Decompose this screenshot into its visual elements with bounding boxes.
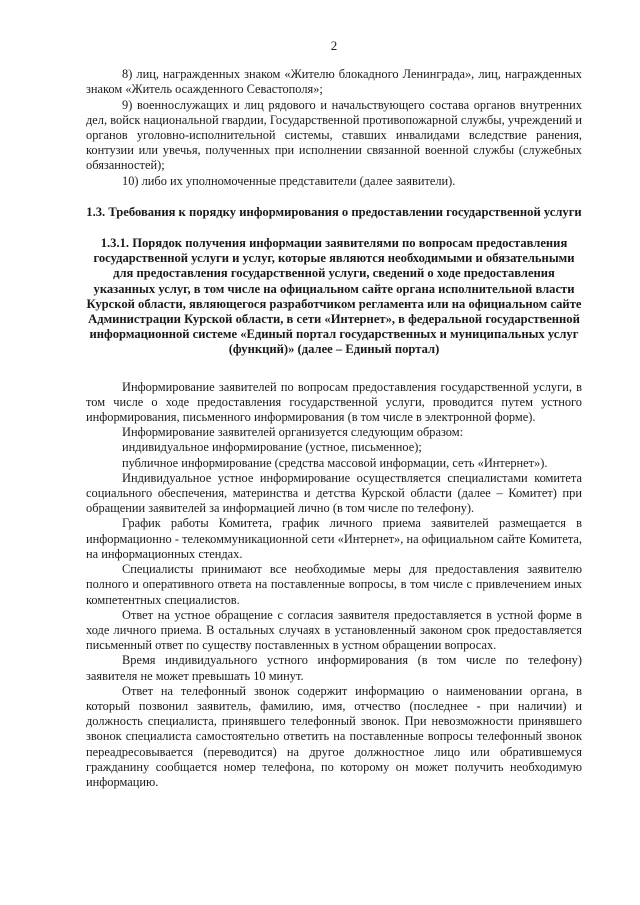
- paragraph: индивидуальное информирование (устное, письменное);: [122, 440, 422, 455]
- section-heading: 1.3. Требования к порядку информирования о предоставлении государственной услуги: [86, 204, 582, 219]
- paragraph: публичное информирование (средства массовой информации, сеть «Интернет»).: [122, 455, 548, 470]
- paragraph: Ответ на устное обращение с согласия заявителя предоставляется в устной форме в ходе личного приема. В остальных случаях в установленный законом срок предоставляется письменный ответ по существу поставленных в устном обращении вопросах.: [86, 607, 582, 653]
- list-item-9: 9) военнослужащих и лиц рядового и начальствующего состава органов внутренних дел, войск национальной гвардии, Государственной противопожарной службы, учреждений и органов уголовно-исполнительной системы, ставших инвалидами вследствие ранения, контузии или увечья, полученных при исполнении связанной военной службы (служебных обязанностей);: [86, 97, 582, 173]
- list-item-8: 8) лиц, награжденных знаком «Жителю блокадного Ленинграда», лиц, награжденных знаком «Житель осажденного Севастополя»;: [86, 67, 582, 97]
- paragraph: Информирование заявителей организуется следующим образом:: [122, 425, 464, 440]
- paragraph: Индивидуальное устное информирование осуществляется специалистами комитета социального обеспечения, материнства и детства Курской области (далее – Комитет) при обращении заявителей за информацией лично (в том числе по телефону).: [86, 470, 582, 516]
- paragraph: Ответ на телефонный звонок содержит информацию о наименовании органа, в который позвонил заявитель, фамилию, имя, отчество (последнее - при наличии) и должность специалиста, принявшего телефонный звонок. При невозможности принявшего звонок специалиста самостоятельно ответить на поставленные вопросы телефонный звонок переадресовывается (переводится) на другое должностное лицо или обратившемуся гражданину сообщается номер телефона, по которому он может получить необходимую информацию.: [86, 683, 582, 789]
- page-number: 2: [330, 38, 338, 53]
- paragraph: Информирование заявителей по вопросам предоставления государственной услуги, в том числе о ходе предоставления государственной услуги, проводится путем устного информирования, письменного информирования (в том числе в электронной форме).: [86, 379, 582, 425]
- paragraph: Время индивидуального устного информирования (в том числе по телефону) заявителя не может превышать 10 минут.: [86, 653, 582, 683]
- paragraph: График работы Комитета, график личного приема заявителей размещается в информационно - телекоммуникационной сети «Интернет», на официальном сайте Комитета, на информационных стендах.: [86, 516, 582, 561]
- paragraph: Специалисты принимают все необходимые меры для предоставления заявителю полного и оперативного ответа на поставленные вопросы, в том числе с привлечением иных компетентных специалистов.: [86, 562, 582, 607]
- subsection-heading: 1.3.1. Порядок получения информации заявителями по вопросам предоставления государственной услуги и услуг, которые являются необходимыми и обязательными для предоставления государственной услуги, сведений о ходе предоставления указанных услуг, в том числе на официальном сайте органа исполнительной власти Курской области, являющегося разработчиком регламента или на официальном сайте Администрации Курской области, в сети «Интернет», в федеральной государственной информационной системе «Единый портал государственных и муниципальных услуг (функций)» (далее – Единый портал): [86, 236, 582, 357]
- list-item-10: 10) либо их уполномоченные представители (далее заявители).: [122, 173, 456, 188]
